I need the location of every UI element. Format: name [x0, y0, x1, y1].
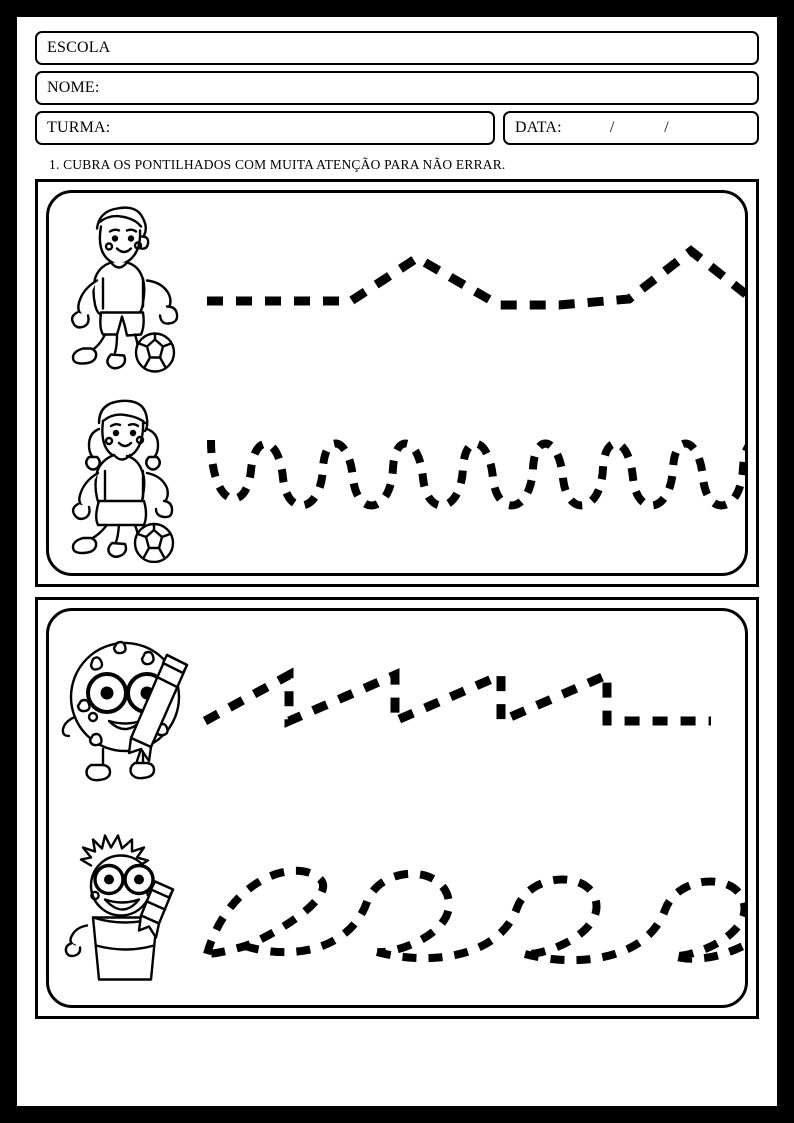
turma-data-row: [35, 111, 759, 145]
activity-2-row-1: [49, 611, 745, 808]
page-inner-border: [14, 14, 780, 1109]
activity-box-1: [35, 179, 759, 587]
turma-label: TURMA:: [47, 119, 111, 136]
activity-2-inner: [46, 608, 748, 1008]
activity-box-2: [35, 597, 759, 1019]
data-label: DATA:: [515, 119, 562, 136]
activity-1-row-2: [49, 383, 745, 573]
escola-label: ESCOLA: [47, 39, 111, 56]
date-slash-1: /: [609, 119, 617, 136]
activity-1-row-1: [49, 193, 745, 383]
nome-label: NOME:: [47, 79, 100, 96]
figure-girl-playing-soccer: [49, 383, 199, 573]
trace-loops-u-shapes: [199, 383, 745, 573]
trace-sawtooth-steps: [199, 611, 745, 808]
nome-field[interactable]: [35, 71, 759, 105]
date-slash-2: /: [664, 119, 671, 136]
figure-pencil-holder-character: [49, 808, 199, 1005]
activity-2-row-2: [49, 808, 745, 1005]
figure-cookie-character: [49, 611, 199, 808]
trace-zigzag-wave: [199, 193, 745, 383]
activity-1-inner: [46, 190, 748, 576]
figure-boy-playing-soccer: [49, 193, 199, 383]
trace-cursive-loops: [199, 808, 745, 1005]
instruction-text: 1. CUBRA OS PONTILHADOS COM MUITA ATENÇÃO PARA NÃO ERRAR.: [49, 157, 506, 172]
data-field[interactable]: [503, 111, 759, 145]
turma-field[interactable]: [35, 111, 495, 145]
escola-field[interactable]: [35, 31, 759, 65]
